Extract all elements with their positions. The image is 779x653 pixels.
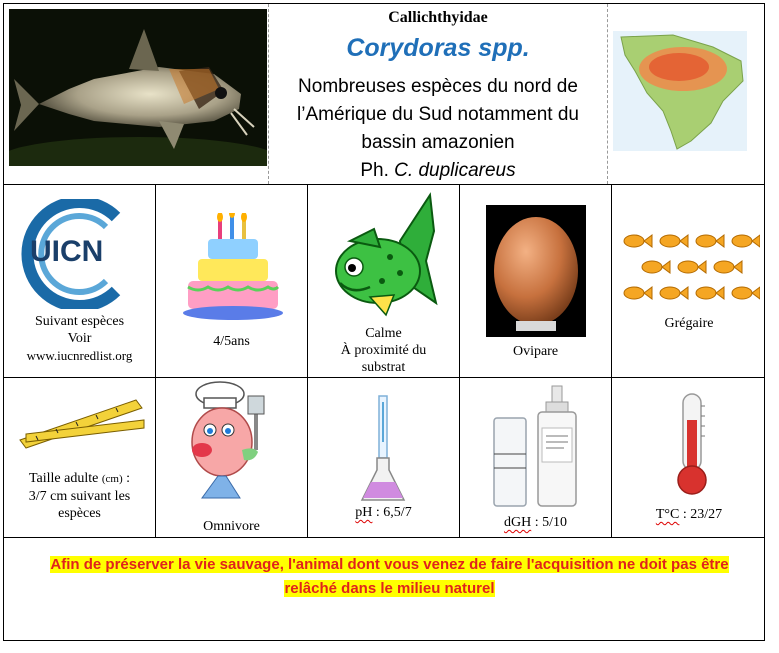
lifespan-value: 4/5ans: [213, 334, 250, 349]
description-line: l’Amérique du Sud notamment du: [297, 104, 579, 125]
temperament-cell: [308, 185, 459, 377]
size-value: 3/7 cm suivant les: [28, 489, 131, 504]
thermometer-icon: [674, 392, 710, 496]
green-fish-icon: [330, 191, 440, 321]
hardness-cell: [460, 378, 611, 537]
ph-value: : 6,5/7: [372, 505, 412, 520]
egg-icon: [486, 205, 586, 337]
temperament-value: Calme: [365, 326, 402, 341]
temperature-cell: [612, 378, 766, 537]
iucn-caption: [4, 313, 155, 364]
ph-caption: [308, 504, 459, 521]
size-label-line: [4, 470, 155, 488]
distribution-description: [269, 73, 607, 185]
size-unit: (cm): [101, 473, 123, 485]
ruler-icon: [16, 390, 148, 450]
iucn-url: www.iucnredlist.org: [26, 348, 133, 363]
warning-line: relâché dans le milieu naturel: [284, 580, 495, 597]
header-text: [269, 4, 607, 184]
chef-fish-icon: [182, 380, 282, 506]
size-value-suffix: espèces: [58, 506, 101, 521]
diet-cell: [156, 378, 307, 537]
diet-value: Omnivore: [203, 519, 260, 534]
header-divider: [607, 4, 608, 184]
iucn-see: Voir: [67, 331, 92, 346]
temperature-value: : 23/27: [679, 507, 723, 522]
photo-credit: [269, 157, 607, 185]
habitat-line: À proximité du: [340, 343, 427, 358]
species-name: Corydoras spp.: [346, 34, 530, 62]
fish-school-icon: [618, 233, 760, 313]
description-line: bassin amazonien: [361, 132, 515, 153]
ph-cell: [308, 378, 459, 537]
reproduction-cell: [460, 185, 611, 377]
distribution-map: [613, 31, 747, 151]
dgh-value: : 5/10: [531, 515, 567, 530]
hardness-caption: [460, 514, 611, 531]
temperature-caption: [612, 506, 766, 523]
ph-label: pH: [355, 505, 373, 520]
photo-credit-prefix: Ph.: [360, 160, 389, 181]
size-cell: [4, 378, 155, 537]
social-cell: [612, 185, 766, 377]
row-divider: [4, 537, 764, 538]
size-colon: :: [122, 471, 131, 486]
warning-line: Afin de préserver la vie sauvage, l'animal dont vous venez de faire l'acquisition ne doit pas être: [50, 556, 729, 573]
social-value: Grégaire: [664, 316, 714, 331]
species-sheet: [3, 3, 765, 641]
photo-credit-species: C. duplicareus: [394, 160, 516, 181]
lifespan-cell: [156, 185, 307, 377]
fish-photo: [9, 9, 267, 166]
temperament-caption: [308, 325, 459, 376]
iucn-status: Suivant espèces: [34, 314, 125, 329]
flask-icon: [360, 392, 410, 504]
iucn-cell: [4, 185, 155, 377]
size-caption: [4, 470, 155, 522]
iucn-logo-text: UICN: [30, 235, 104, 268]
family-name: Callichthyidae: [388, 9, 488, 26]
size-label: Taille adulte: [28, 471, 99, 486]
habitat-line: substrat: [361, 360, 406, 375]
reproduction-value: Ovipare: [512, 344, 559, 359]
temperature-label: T°C: [655, 507, 680, 522]
dgh-label: dGH: [503, 515, 532, 530]
birthday-cake-icon: [178, 213, 288, 323]
test-kit-icon: [486, 384, 586, 510]
release-warning: [0, 553, 779, 601]
description-line: Nombreuses espèces du nord de: [298, 76, 578, 97]
